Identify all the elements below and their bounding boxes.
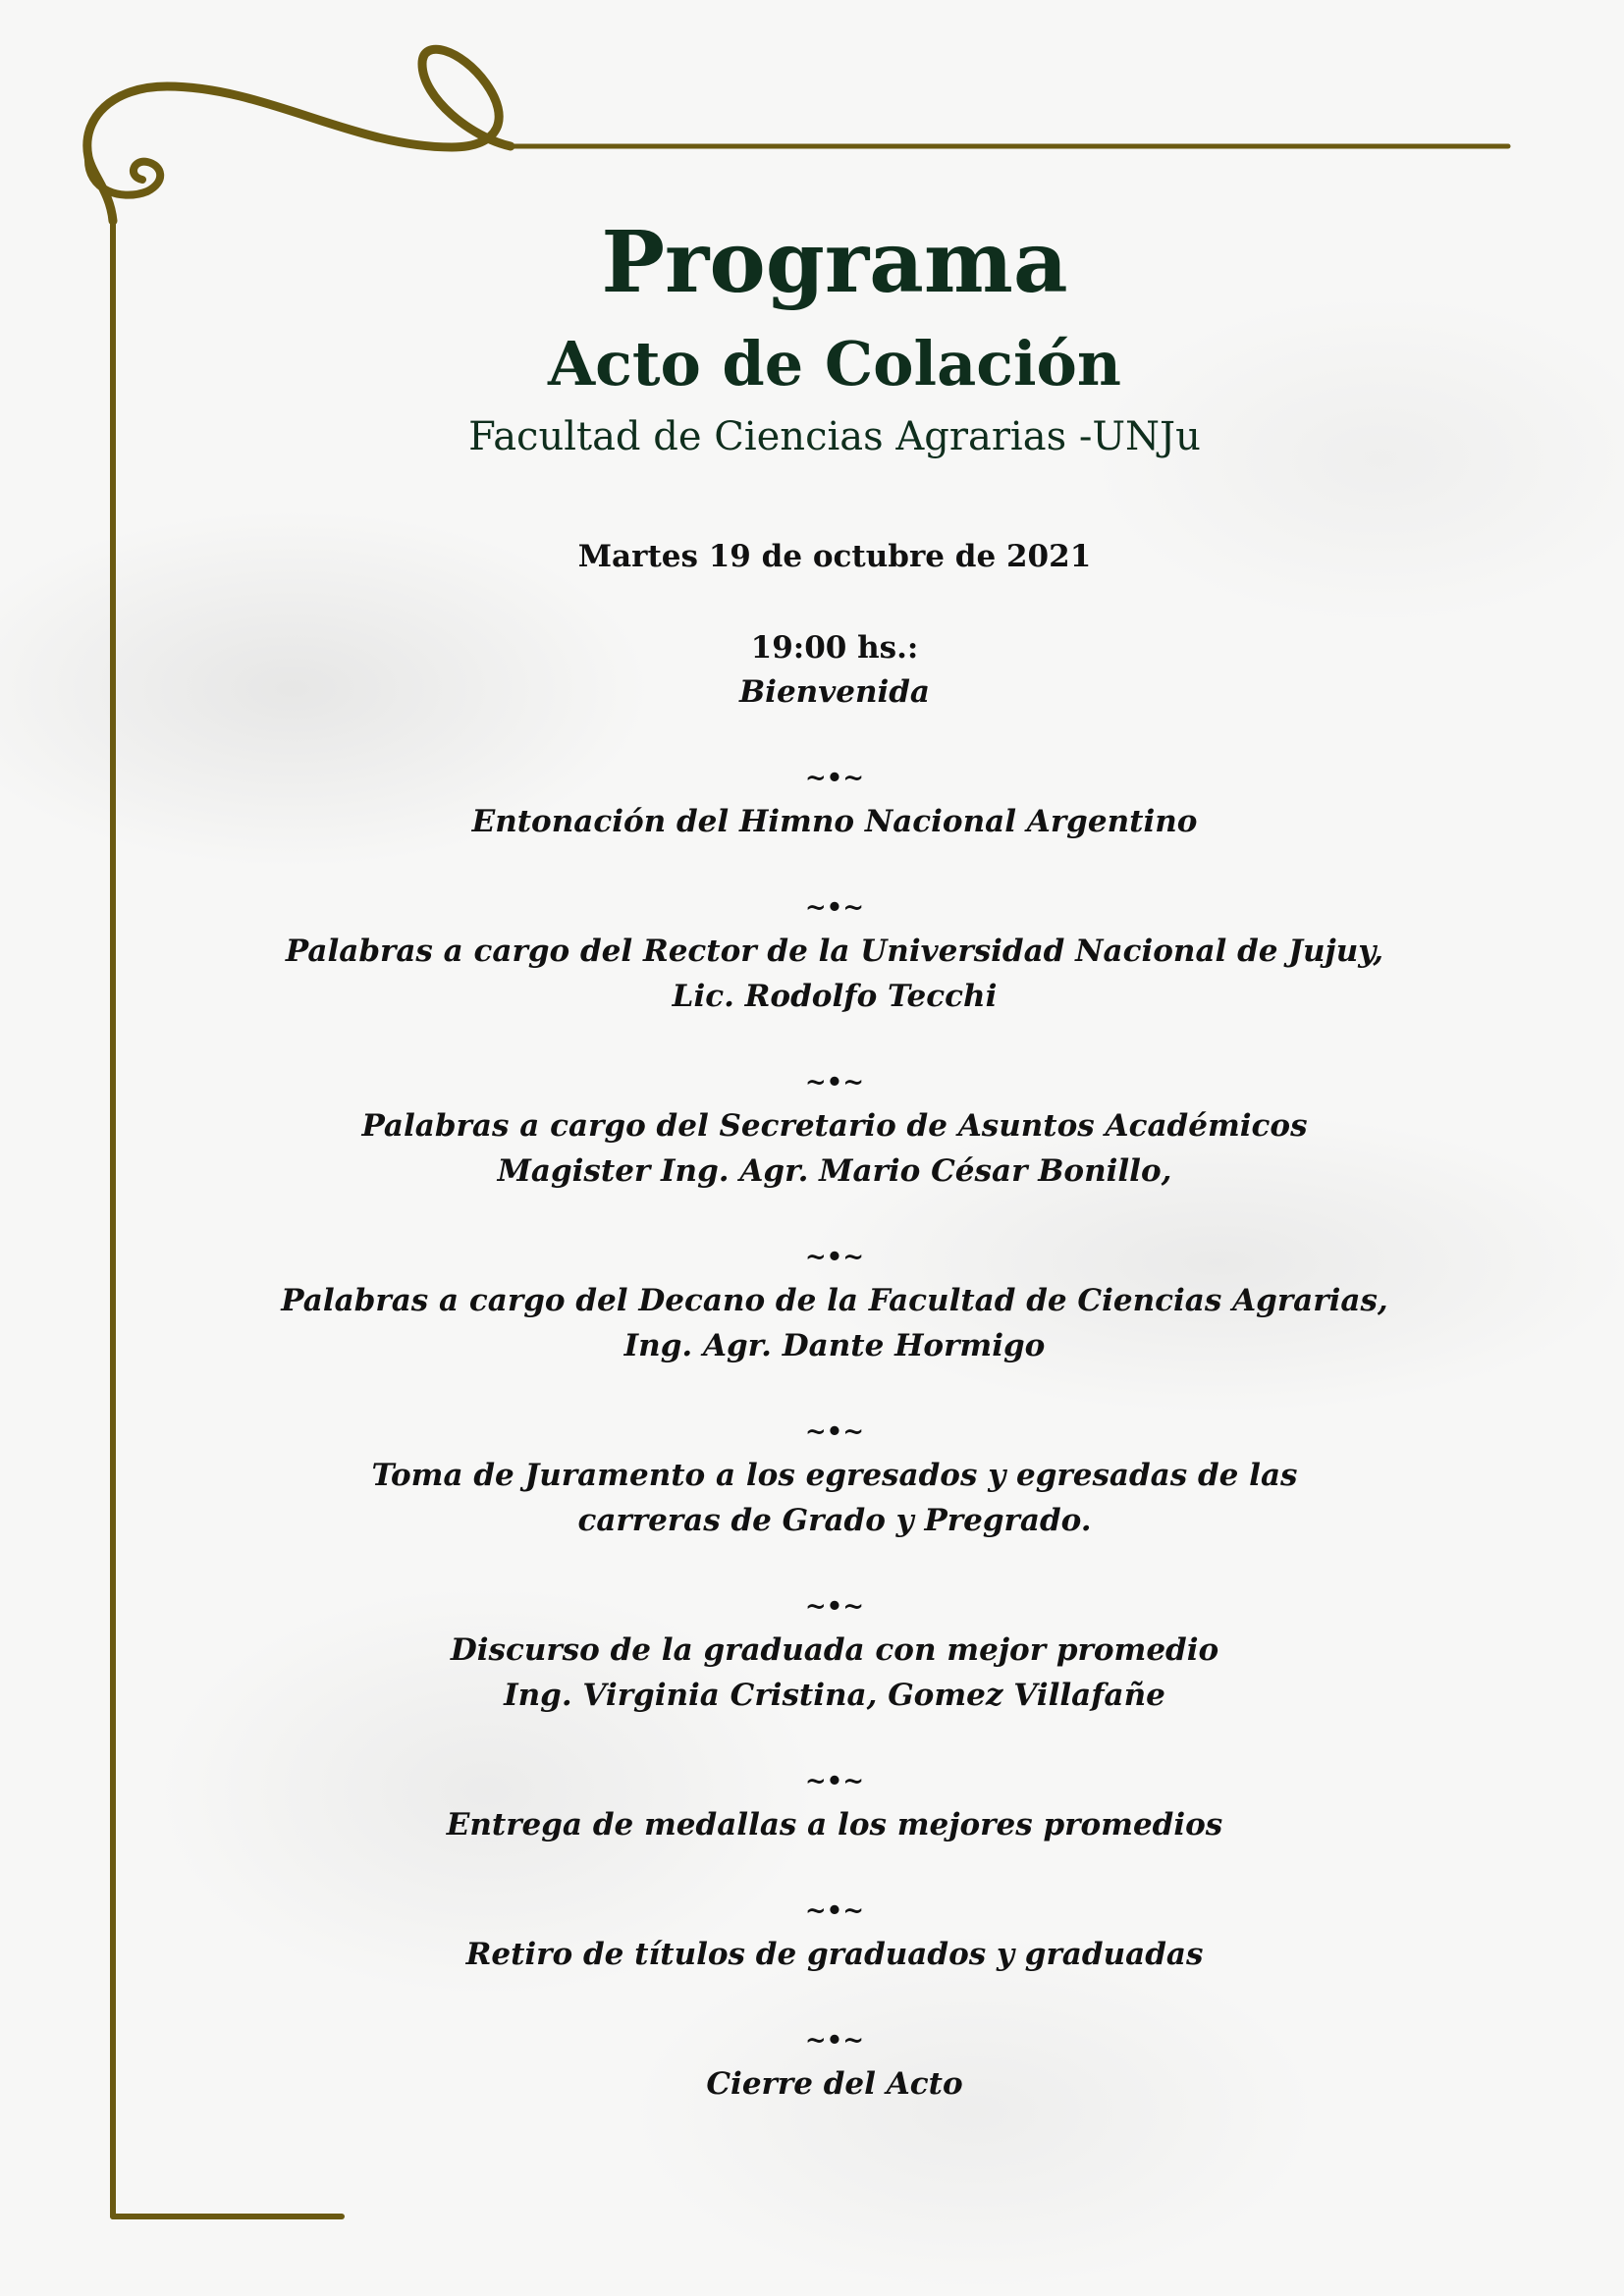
program-item [236,1802,1434,1847]
program-item-line: Magister Ing. Agr. Mario César Bonillo, [497,1153,1172,1189]
program-items [236,669,1434,2107]
separator-ornament: ~•~ [804,1417,865,1447]
program-item-line: Ing. Virginia Cristina, Gomez Villafañe [504,1678,1165,1713]
program-list [236,626,1434,2107]
frame-corner-curl [87,49,511,221]
start-time: 19:00 hs.: [750,630,919,666]
separator-ornament: ~•~ [804,1896,865,1926]
program-item-line: Bienvenida [738,674,931,710]
separator-ornament: ~•~ [804,1767,865,1796]
program-item [236,1278,1434,1368]
program-item-line: Retiro de títulos de graduados y graduadas [465,1937,1204,1972]
separator-ornament: ~•~ [804,1243,865,1272]
program-item-line: Lic. Rodolfo Tecchi [672,979,998,1014]
program-item [236,1103,1434,1194]
program-item-line: Cierre del Acto [706,2066,963,2102]
separator-ornament: ~•~ [804,764,865,793]
program-item [236,1932,1434,1977]
separator-ornament: ~•~ [804,2026,865,2056]
program-item-line: carreras de Grado y Pregrado. [577,1503,1092,1538]
program-item-line: Palabras a cargo del Rector de la Universidad Nacional de Jujuy, [285,934,1384,969]
separator-ornament: ~•~ [804,893,865,923]
program-item-line: Entonación del Himno Nacional Argentino [471,804,1198,839]
program-item-line: Discurso de la graduada con mejor promedio [450,1632,1219,1668]
program-item [236,669,1434,715]
program-item-line: Ing. Agr. Dante Hormigo [623,1328,1046,1363]
program-item-line: Entrega de medallas a los mejores promedios [446,1807,1223,1842]
program-item [236,799,1434,844]
program-item-line: Palabras a cargo del Secretario de Asuntos Académicos [361,1108,1308,1144]
faculty-name: Facultad de Ciencias Agrarias -UNJu [468,414,1201,459]
separator-ornament: ~•~ [804,1592,865,1622]
event-date: Martes 19 de octubre de 2021 [577,539,1092,574]
page-title: Programa [601,213,1068,312]
program-item [236,1628,1434,1718]
event-title: Acto de Colación [548,328,1121,400]
program-item [236,2061,1434,2107]
program-item [236,929,1434,1019]
program-item-line: Palabras a cargo del Decano de la Facultad de Ciencias Agrarias, [281,1283,1388,1318]
separator-ornament: ~•~ [804,1068,865,1097]
program-item-line: Toma de Juramento a los egresados y egresadas de las [371,1458,1298,1493]
program-item [236,1453,1434,1543]
